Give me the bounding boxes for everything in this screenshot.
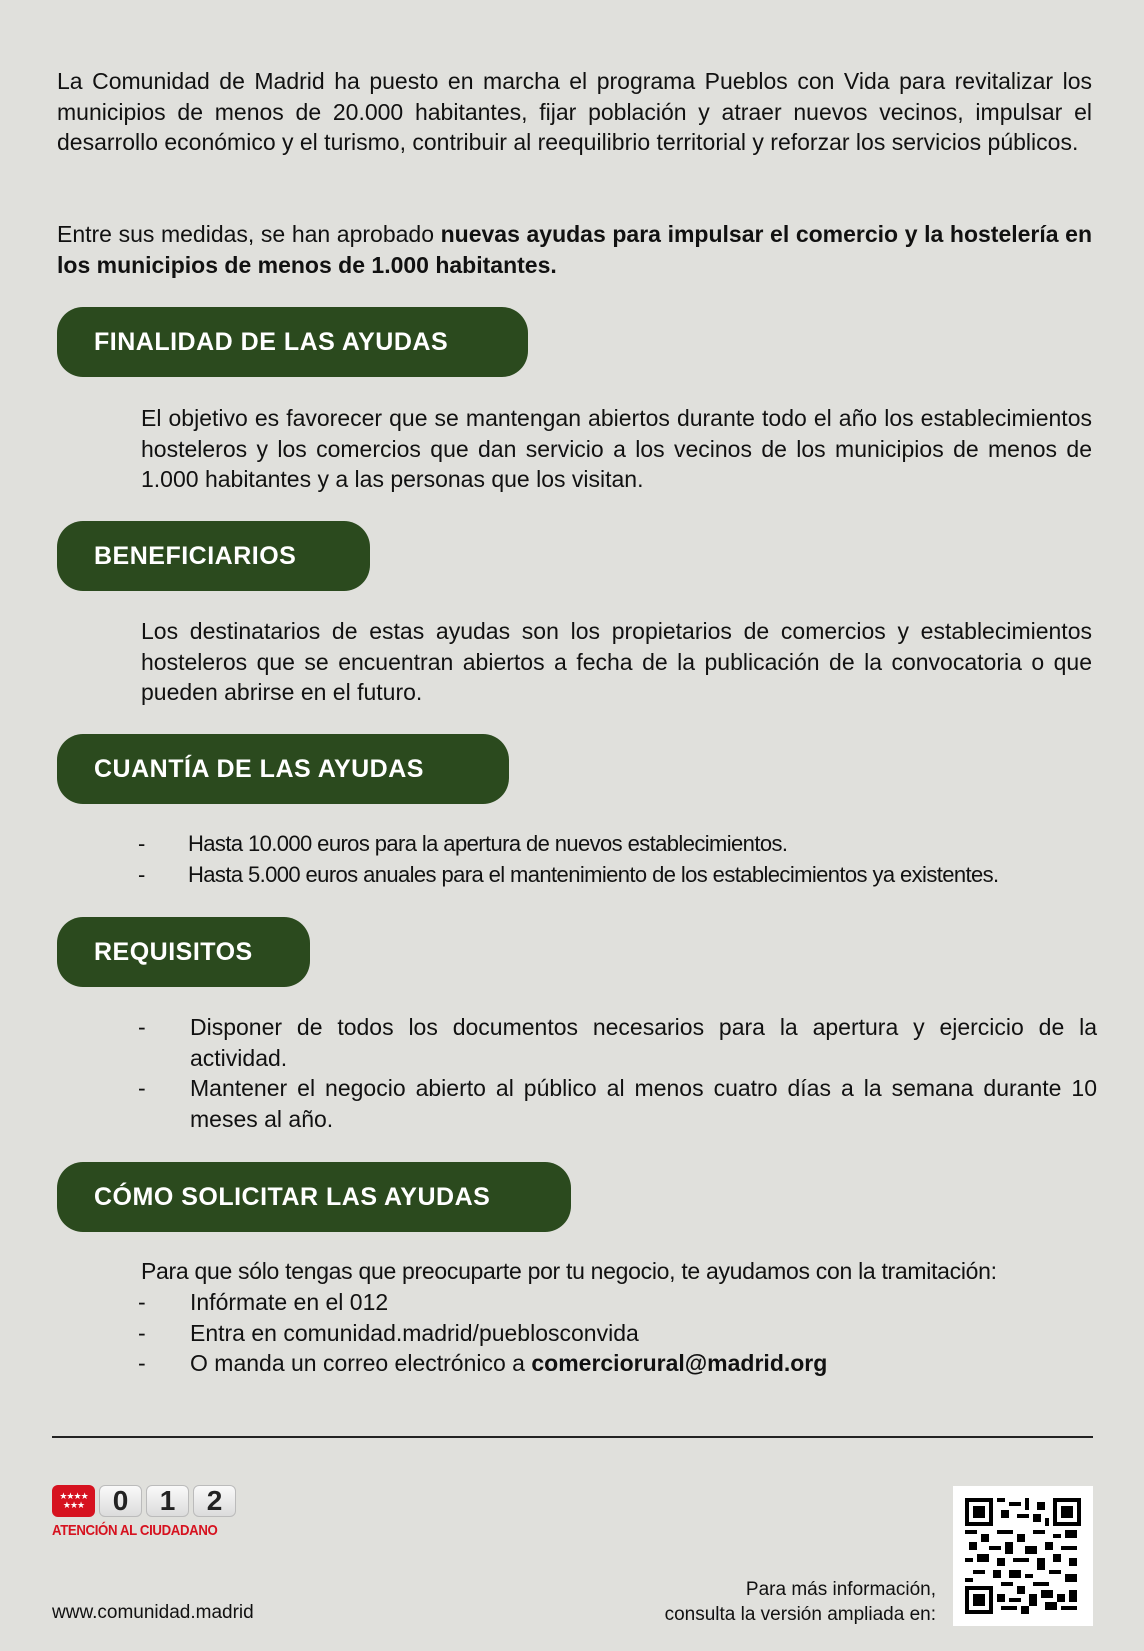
heading-finalidad xyxy=(57,307,528,377)
heading-beneficiarios-label: BENEFICIARIOS xyxy=(94,541,297,570)
heading-solicitar xyxy=(57,1162,571,1232)
solicitar-intro: Para que sólo tengas que preocuparte por tu negocio, te ayudamos con la tramitación: xyxy=(141,1258,997,1284)
cuantia-list xyxy=(138,829,999,890)
heading-cuantia xyxy=(57,734,509,804)
digit-2: 2 xyxy=(193,1485,236,1517)
heading-beneficiarios xyxy=(57,521,370,591)
heading-cuantia-label: CUANTÍA DE LAS AYUDAS xyxy=(94,754,424,783)
intro-measures-paragraph xyxy=(57,219,1092,280)
logo-caption: ATENCIÓN AL CIUDADANO xyxy=(52,1522,218,1539)
web-link[interactable]: Entra en comunidad.madrid/pueblosconvida xyxy=(190,1319,639,1346)
list-item: - Disponer de todos los documentos necesarios para la apertura y ejercicio de la actividad. xyxy=(138,1014,1097,1071)
heading-requisitos xyxy=(57,917,310,987)
requisitos-list xyxy=(138,1012,1097,1134)
list-item: - Entra en comunidad.madrid/pueblosconvida xyxy=(138,1319,639,1346)
finalidad-text: El objetivo es favorecer que se mantengan abiertos durante todo el año los establecimientos hosteleros y los comercios que dan servicio a los vecinos de los municipios de menos de 1.000 habitantes y a las personas que los visitan. xyxy=(141,405,1092,492)
more-info-text: Para más información, consulta la versión ampliada en: xyxy=(664,1579,936,1625)
heading-requisitos-label: REQUISITOS xyxy=(94,937,253,966)
footer-divider xyxy=(52,1436,1093,1438)
list-item: - O manda un correo electrónico a comerciorural@madrid.org xyxy=(138,1350,828,1376)
heading-finalidad-label: FINALIDAD DE LAS AYUDAS xyxy=(94,327,449,356)
email-link[interactable]: comerciorural@madrid.org xyxy=(531,1350,828,1376)
measures-text: Entre sus medidas, se han aprobado xyxy=(57,221,441,247)
list-item: - Hasta 5.000 euros anuales para el mantenimiento de los establecimientos ya existentes. xyxy=(138,861,999,887)
solicitar-list xyxy=(138,1287,827,1379)
website-link[interactable]: www.comunidad.madrid xyxy=(52,1602,254,1623)
list-item: - Infórmate en el 012 xyxy=(138,1289,389,1315)
qr-code-icon[interactable] xyxy=(953,1486,1093,1626)
list-item: - Hasta 10.000 euros para la apertura de nuevos establecimientos. xyxy=(138,831,788,856)
beneficiarios-text: Los destinatarios de estas ayudas son los propietarios de comercios y establecimientos hosteleros que se encuentran abiertos a fecha de la publicación de la convocatoria o que pueden abrirse en el futuro. xyxy=(141,618,1092,705)
logo-012 xyxy=(52,1485,240,1539)
digit-1: 1 xyxy=(146,1485,189,1517)
heading-solicitar-label: CÓMO SOLICITAR LAS AYUDAS xyxy=(94,1182,491,1211)
intro-paragraph: La Comunidad de Madrid ha puesto en marcha el programa Pueblos con Vida para revitalizar los municipios de menos de 20.000 habitantes, fijar población y atraer nuevos vecinos, impulsar el desarrollo económico y el turismo, contribuir al reequilibrio territorial y reforzar los servicios públicos. xyxy=(57,68,1092,155)
digit-0: 0 xyxy=(99,1485,142,1517)
madrid-flag-icon: ★★★★ ★★★ xyxy=(52,1485,95,1517)
list-item: - Mantener el negocio abierto al público al menos cuatro días a la semana durante 10 meses al año. xyxy=(138,1075,1097,1132)
measures-highlight: nuevas ayudas para impulsar el comercio y la hostelería en los municipios de menos de 1.000 habitantes. xyxy=(57,221,1093,278)
